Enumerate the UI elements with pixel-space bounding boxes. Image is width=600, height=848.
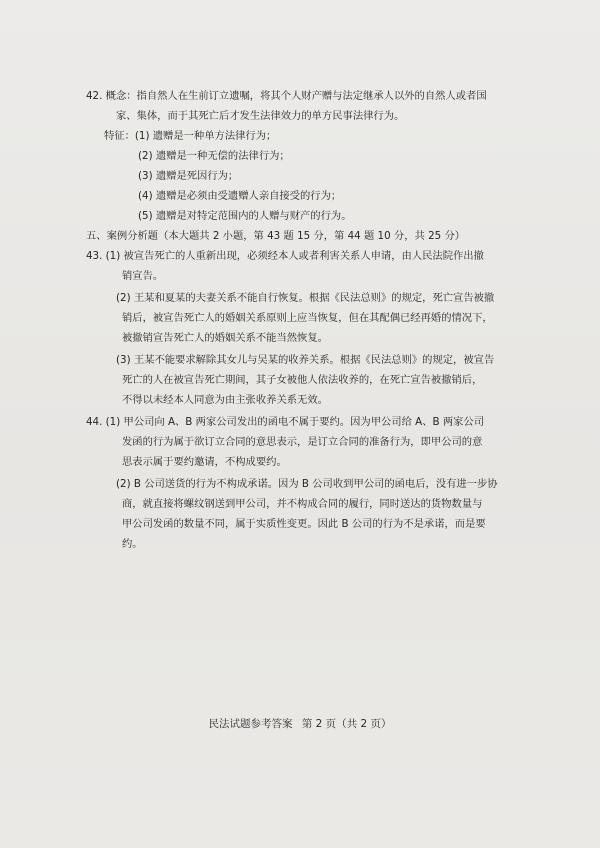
q42-feature-2: (2) 遗赠是一种无偿的法律行为； (138, 150, 290, 162)
footer-page-number: 第 2 页（共 2 页） (301, 718, 392, 730)
q42-block (86, 86, 526, 226)
section-5-heading: 五、案例分析题（本大题共 2 小题，第 43 题 15 分，第 44 题 10 分，共 25 分） (86, 230, 466, 242)
footer-doc-title: 民法试题参考答案 (208, 718, 293, 730)
answer-content (86, 86, 526, 554)
q44-p2-line-3: 甲公司发函的数量不同，属于实质性变更。因此 B 公司的行为不是承诺，而是要 (122, 518, 486, 530)
q43-block (86, 246, 526, 410)
q44-p2-line-4: 约。 (122, 538, 143, 550)
q43-p3-line-3: 不得以未经本人同意为由主张收养关系无效。 (122, 394, 328, 406)
q43-p2-line-3: 被撤销宣告死亡人的婚姻关系不能当然恢复。 (122, 332, 328, 344)
q43-p1-line-2: 销宣告。 (122, 270, 164, 282)
q43-p1-line-1: 43. (1) 被宣告死亡的人重新出现，必须经本人或者利害关系人申请，由人民法院作出撤 (86, 250, 484, 262)
q42-feature-4: (4) 遗赠是必须由受遗赠人亲自接受的行为； (138, 190, 342, 202)
q42-feature-5: (5) 遗赠是对特定范围内的人赠与财产的行为。 (138, 210, 352, 222)
q44-p1-line-1: 44. (1) 甲公司向 A、B 两家公司发出的函电不属于要约。因为甲公司给 A、B 两家公司 (86, 416, 485, 428)
q42-feature-label: 特征：(1) 遗赠是一种单方法律行为； (104, 130, 277, 142)
q42-feature-3: (3) 遗赠是死因行为； (138, 170, 239, 182)
q44-block (86, 412, 526, 554)
page-footer (0, 716, 600, 731)
q43-p3-line-2: 死亡的人在被宣告死亡期间，其子女被他人依法收养的，在死亡宣告被撤销后， (122, 374, 483, 386)
q42-line-1: 42. 概念：指自然人在生前订立遗嘱，将其个人财产赠与法定继承人以外的自然人或者国 (86, 90, 487, 102)
q44-p1-line-3: 思表示属于要约邀请，不构成要约。 (122, 456, 287, 468)
q43-p2-line-2: 销后，被宣告死亡人的婚姻关系原则上应当恢复，但在其配偶已经再婚的情况下， (122, 312, 493, 324)
q43-p2-line-1: (2) 王某和夏某的夫妻关系不能自行恢复。根据《民法总则》的规定，死亡宣告被撤 (116, 292, 495, 304)
q44-p2-line-2: 商，就直接将螺纹钢送到甲公司，并不构成合同的履行，同时送达的货物数量与 (122, 498, 483, 510)
q43-p3-line-1: (3) 王某不能要求解除其女儿与吴某的收养关系。根据《民法总则》的规定，被宣告 (116, 354, 495, 366)
q44-p1-line-2: 发函的行为属于欲订立合同的意思表示，是订立合同的准备行为，即甲公司的意 (122, 436, 483, 448)
q44-p2-line-1: (2) B 公司送货的行为不构成承诺。因为 B 公司收到甲公司的函电后，没有进一步协 (116, 478, 498, 490)
q42-line-2: 家、集体，而于其死亡后才发生法律效力的单方民事法律行为。 (116, 110, 405, 122)
